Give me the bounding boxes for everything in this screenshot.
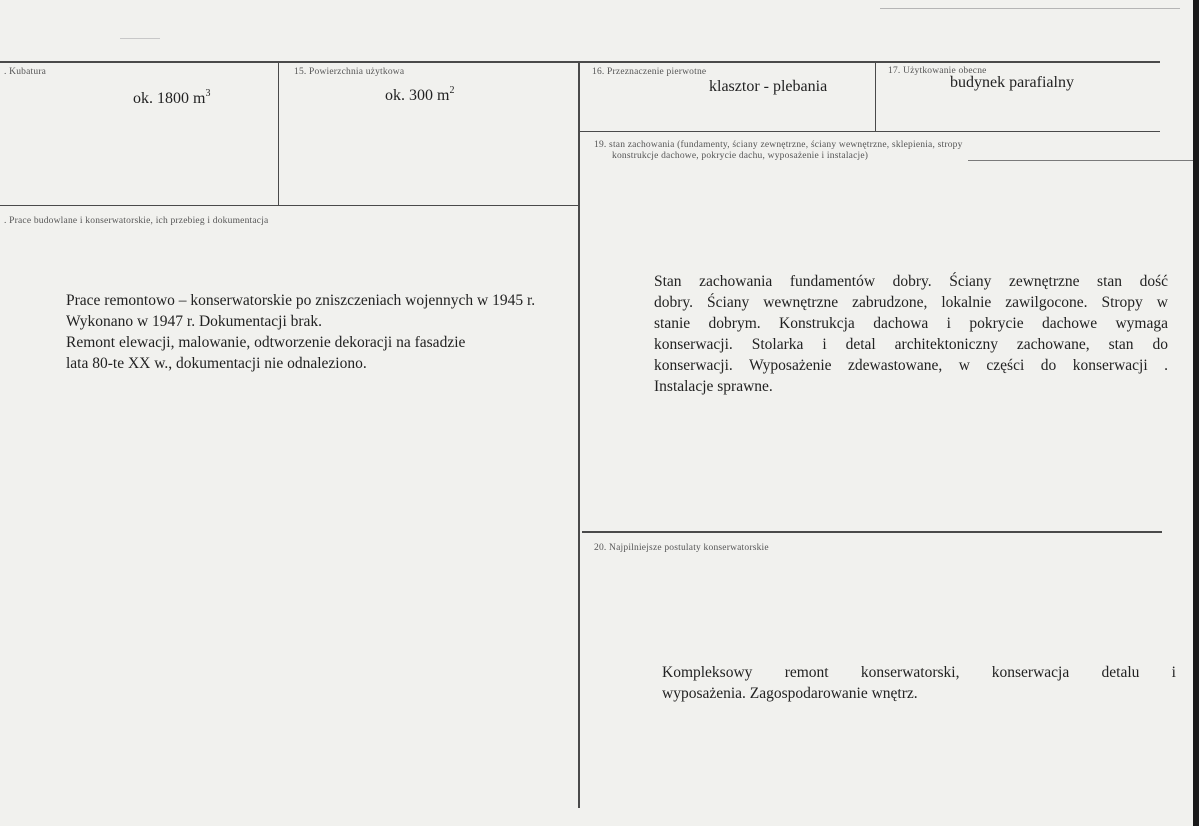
field19-trailing-rule — [968, 160, 1193, 161]
field18-line: Prace remontowo – konserwatorskie po zniszczeniach wojennych w 1945 r. — [66, 292, 536, 309]
field20-label: 20. Najpilniejsze postulaty konserwatorskie — [594, 543, 769, 553]
field19-text — [654, 271, 1168, 397]
kubatura-label: . Kubatura — [4, 67, 47, 77]
field19-label-line1: 19. stan zachowania (fundamenty, ściany zewnętrzne, ściany wewnętrzne, sklepienia, stropy — [594, 140, 963, 150]
field15-number: ok. 300 m — [385, 87, 450, 104]
scan-border — [1193, 0, 1199, 826]
field19-line: konserwacji. Stolarka i detal architektoniczny zachowane, stan do — [654, 336, 1168, 353]
field18-text — [66, 290, 535, 374]
kubatura-exponent: 3 — [205, 88, 211, 99]
field19-line: stanie dobrym. Konstrukcja dachowa i pokrycie dachowe wymaga — [654, 315, 1168, 332]
field15-exponent: 2 — [449, 85, 455, 96]
field18-line: Wykonano w 1947 r. Dokumentacji brak. — [66, 313, 323, 330]
field18-label: . Prace budowlane i konserwatorskie, ich przebieg i dokumentacja — [4, 216, 269, 226]
field16-value: klasztor - plebania — [709, 78, 828, 95]
row1-left-rule — [0, 205, 578, 206]
field15-value — [385, 87, 454, 105]
field19-line: Instalacje sprawne. — [654, 378, 773, 395]
divider-v2 — [578, 62, 580, 808]
field17-value: budynek parafialny — [950, 74, 1074, 91]
top-faint-rule — [880, 8, 1180, 9]
field20-line: Kompleksowy remont konserwatorski, konserwacja detalu i — [662, 664, 1176, 681]
field19-label-line2: konstrukcje dachowe, pokrycie dachu, wyposażenie i instalacje) — [612, 151, 869, 161]
field20-rule — [582, 531, 1162, 533]
field19-line: dobry. Ściany wewnętrzne zabrudzone, lokalnie zawilgocone. Stropy w — [654, 294, 1168, 311]
field20-line: wyposażenia. Zagospodarowanie wnętrz. — [662, 685, 918, 702]
field16-label: 16. Przeznaczenie pierwotne — [592, 67, 707, 77]
field18-line: lata 80-te XX w., dokumentacji nie odnaleziono. — [66, 355, 367, 372]
divider-v1 — [278, 62, 279, 205]
field15-label: 15. Powierzchnia użytkowa — [294, 67, 405, 77]
row1-right-rule — [580, 131, 1160, 132]
kubatura-number: ok. 1800 m — [133, 90, 206, 107]
divider-v3 — [875, 62, 876, 132]
kubatura-value — [133, 90, 210, 108]
top-faint-rule-2 — [120, 38, 160, 39]
field20-text — [662, 662, 1176, 704]
field17-label: 17. Użytkowanie obecne — [888, 66, 987, 76]
field19-line: Stan zachowania fundamentów dobry. Ściany zewnętrzne stan dość — [654, 273, 1168, 290]
field19-line: konserwacji. Wyposażenie zdewastowane, w części do konserwacji . — [654, 357, 1168, 374]
field18-line: Remont elewacji, malowanie, odtworzenie dekoracji na fasadzie — [66, 334, 466, 351]
header-rule — [0, 61, 1160, 63]
